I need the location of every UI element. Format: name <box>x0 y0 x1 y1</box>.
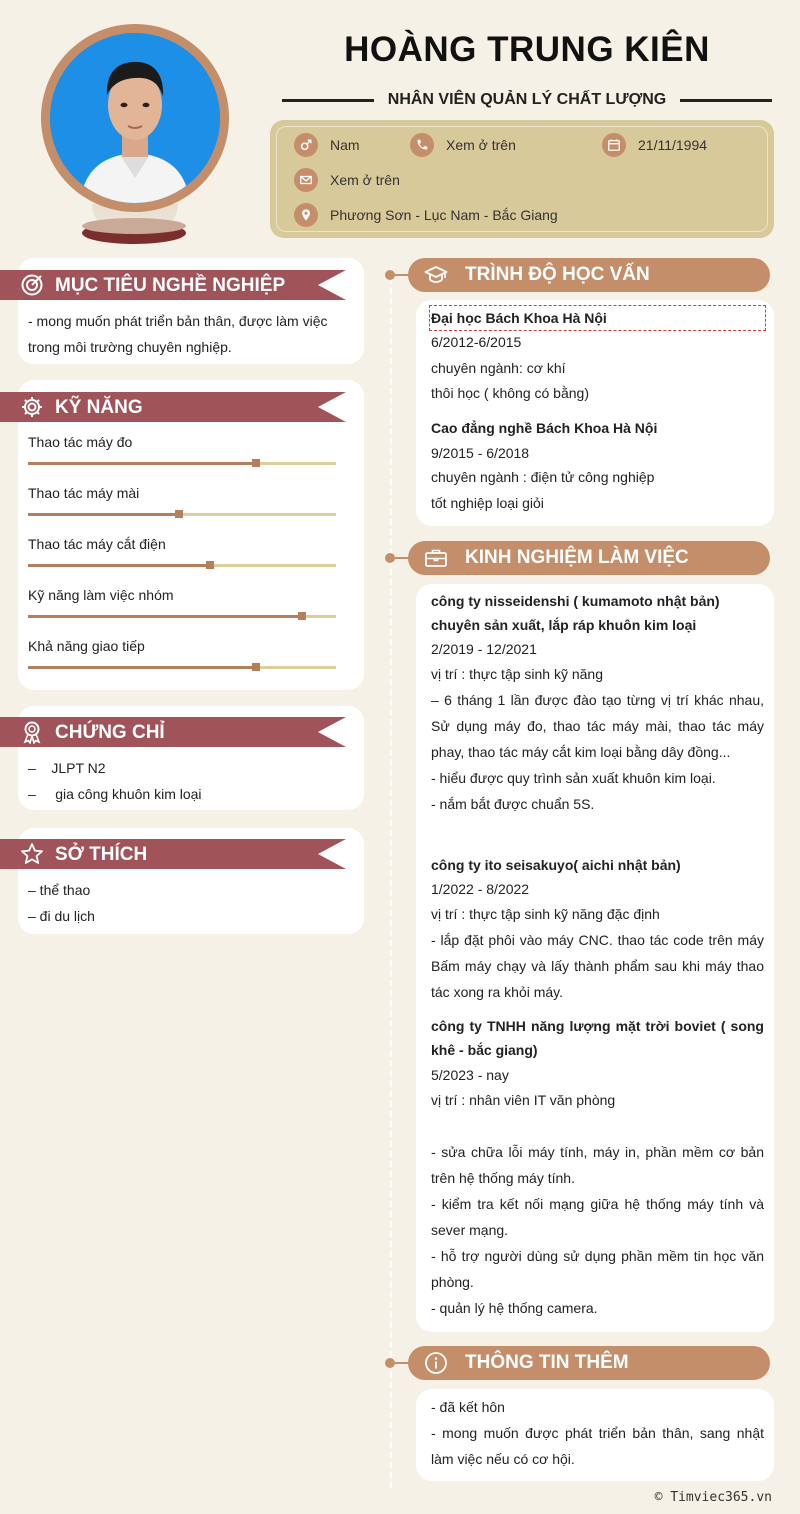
skill-bar-track <box>28 513 336 516</box>
phone-value: Xem ở trên <box>446 137 516 153</box>
envelope-icon <box>294 168 318 192</box>
edu-school-major: chuyên ngành : điện tử công nghiệp <box>431 469 655 485</box>
job-description: - sửa chữa lỗi máy tính, máy in, phần mềm cơ bản trên hệ thống máy tính. <box>431 1144 764 1186</box>
calendar-icon <box>602 133 626 157</box>
skill-level-marker <box>252 663 260 671</box>
objective-banner <box>0 270 346 300</box>
hobby-item: – đi du lịch <box>28 908 95 924</box>
job-company: công ty nisseidenshi ( kumamoto nhật bản) <box>431 593 720 609</box>
certificates-list <box>28 755 348 807</box>
additional-banner <box>408 1346 770 1380</box>
info-address <box>294 203 558 227</box>
hobbies-list <box>28 877 348 929</box>
experience-title: KINH NGHIỆM LÀM VIỆC <box>465 547 689 568</box>
objective-title: MỤC TIÊU NGHỀ NGHIỆP <box>55 275 286 296</box>
avatar-pedestal-top <box>82 218 186 234</box>
edu-school-name: Đại học Bách Khoa Hà Nội <box>431 310 607 326</box>
portrait-image <box>50 33 220 203</box>
skill-name: Kỹ năng làm việc nhóm <box>28 587 174 603</box>
info-birthday <box>602 133 707 157</box>
job-description: - hỗ trợ người dùng sử dụng phần mềm tin học văn phòng. <box>431 1248 764 1290</box>
skill-level-marker <box>252 459 260 467</box>
certificate-item: – JLPT N2 <box>28 760 106 776</box>
edu-school-note: tốt nghiệp loại giỏi <box>431 495 544 511</box>
skill-bar-fill <box>28 564 210 567</box>
skill-item <box>28 485 336 516</box>
timeline-line <box>390 268 392 1488</box>
job-company: công ty TNHH năng lượng mặt trời boviet ( song khê - bắc giang) <box>431 1018 764 1058</box>
info-gender <box>294 133 360 157</box>
job-role: vị trí : thực tập sinh kỹ năng <box>431 666 604 682</box>
skill-name: Thao tác máy mài <box>28 485 140 501</box>
timeline-dot <box>385 1358 395 1368</box>
objective-line-1: - mong muốn phát triển bản thân, được làm việc <box>28 313 328 329</box>
job-description: - hiểu được quy trình sản xuất khuôn kim loại. <box>431 770 716 786</box>
title-divider-left <box>282 99 374 102</box>
edu-school-major: chuyên ngành: cơ khí <box>431 360 566 376</box>
gender-icon <box>294 133 318 157</box>
avatar-photo <box>50 33 220 203</box>
job-time: 2/2019 - 12/2021 <box>431 641 537 657</box>
education-title: TRÌNH ĐỘ HỌC VẤN <box>465 264 650 285</box>
skill-bar-fill <box>28 513 179 516</box>
hobby-item: – thể thao <box>28 882 91 898</box>
avatar-ring <box>41 24 229 212</box>
skill-level-marker <box>175 510 183 518</box>
skill-bar-fill <box>28 615 302 618</box>
skill-name: Khả năng giao tiếp <box>28 638 145 654</box>
info-email <box>294 168 400 192</box>
job-role: vị trí : nhân viên IT văn phòng <box>431 1092 616 1108</box>
certificate-item: – gia công khuôn kim loại <box>28 786 202 802</box>
info-phone <box>410 133 516 157</box>
job-company: công ty ito seisakuyo( aichi nhật bản) <box>431 857 681 873</box>
timeline-dot <box>385 270 395 280</box>
target-icon <box>20 273 44 297</box>
skill-bar-fill <box>28 462 256 465</box>
avatar <box>40 24 230 246</box>
skill-item <box>28 434 336 465</box>
skill-bar-track <box>28 666 336 669</box>
skill-item <box>28 536 336 567</box>
certificates-banner <box>0 717 346 747</box>
star-icon <box>20 842 44 866</box>
job-role: vị trí : thực tập sinh kỹ năng đặc định <box>431 906 660 922</box>
skill-name: Thao tác máy đo <box>28 434 133 450</box>
edu-school-name: Cao đẳng nghề Bách Khoa Hà Nội <box>431 420 658 436</box>
job-description: - lắp đặt phôi vào máy CNC. thao tác code trên máy Bấm máy chạy và lấy thành phẩm sau khi máy thao tác xong ra khỏi máy. <box>431 932 764 1000</box>
location-pin-icon <box>294 203 318 227</box>
skill-bar-track <box>28 615 336 618</box>
objective-line-2: trong môi trường chuyên nghiệp. <box>28 339 232 355</box>
edu-school-time: 9/2015 - 6/2018 <box>431 445 530 461</box>
experience-banner <box>408 541 770 575</box>
skill-level-marker <box>298 612 306 620</box>
education-banner <box>408 258 770 292</box>
job-description: – 6 tháng 1 lần được đào tạo từng vị trí khác nhau, Sử dụng máy đo, thao tác máy mài, thao tác máy phay, thao tác máy cắt kim loại bằng dây đồng... <box>431 692 764 760</box>
info-icon <box>424 1351 448 1375</box>
skill-bar-track <box>28 462 336 465</box>
job-description: - quản lý hệ thống camera. <box>431 1300 598 1316</box>
phone-icon <box>410 133 434 157</box>
graduation-cap-icon <box>424 263 448 287</box>
job-title-row <box>282 88 772 112</box>
birthday-value: 21/11/1994 <box>638 137 708 153</box>
skill-item <box>28 638 336 669</box>
gear-icon <box>20 395 44 419</box>
email-value: Xem ở trên <box>330 172 400 188</box>
job-company-desc: chuyên sản xuất, lắp ráp khuôn kim loại <box>431 617 697 633</box>
award-ribbon-icon <box>20 720 44 744</box>
title-divider-right <box>680 99 772 102</box>
skills-title: KỸ NĂNG <box>55 397 143 418</box>
hobbies-banner <box>0 839 346 869</box>
skill-bar-track <box>28 564 336 567</box>
timeline-dot <box>385 553 395 563</box>
briefcase-icon <box>424 546 448 570</box>
edu-school-note: thôi học ( không có bằng) <box>431 385 589 401</box>
gender-value: Nam <box>330 137 360 153</box>
job-time: 1/2022 - 8/2022 <box>431 881 530 897</box>
job-title: NHÂN VIÊN QUẢN LÝ CHẤT LƯỢNG <box>387 91 667 108</box>
address-value: Phương Sơn - Lục Nam - Bắc Giang <box>330 207 558 223</box>
edu-school-time: 6/2012-6/2015 <box>431 334 522 350</box>
job-description: - kiểm tra kết nối mạng giữa hệ thống máy tính và sever mạng. <box>431 1196 764 1238</box>
objective-text <box>28 308 348 360</box>
skill-name: Thao tác máy cắt điện <box>28 536 166 552</box>
skill-item <box>28 587 336 618</box>
candidate-name: HOÀNG TRUNG KIÊN <box>344 30 710 69</box>
additional-title: THÔNG TIN THÊM <box>465 1352 629 1373</box>
contact-info-box <box>270 120 774 238</box>
certificates-title: CHỨNG CHỈ <box>55 722 165 743</box>
hobbies-title: SỞ THÍCH <box>55 844 148 865</box>
job-description: - nắm bắt được chuẩn 5S. <box>431 796 595 812</box>
job-time: 5/2023 - nay <box>431 1067 509 1083</box>
skill-bar-fill <box>28 666 256 669</box>
additional-line: - đã kết hôn <box>431 1399 505 1415</box>
skill-level-marker <box>206 561 214 569</box>
footer-credit: © Timviec365.vn <box>654 1490 772 1505</box>
skills-banner <box>0 392 346 422</box>
additional-line: - mong muốn được phát triển bản thân, sang nhật làm việc nếu có cơ hội. <box>431 1425 764 1467</box>
